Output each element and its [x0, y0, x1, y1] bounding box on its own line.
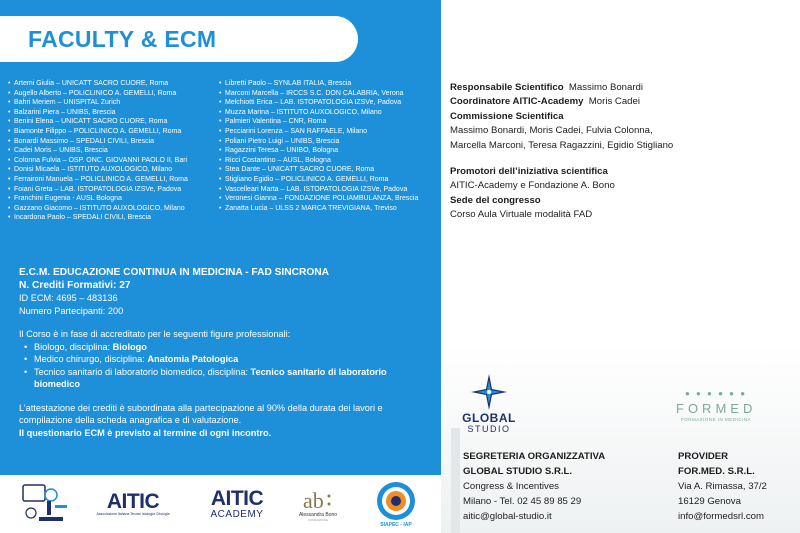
- promoters: AITIC-Academy e Fondazione A. Bono: [450, 180, 615, 192]
- profession-discipline: Tecnico sanitario di laboratorio biomedico: [34, 366, 387, 389]
- faculty-member: • Biamonte Filippo – POLICLINICO A. GEMELLI, Roma: [8, 127, 188, 137]
- profession-prefix: Biologo, disciplina:: [34, 341, 113, 352]
- profession-item: [19, 353, 429, 366]
- faculty-member: • Ricci Costantino – AUSL, Bologna: [219, 156, 418, 166]
- faculty-member: • Augello Alberto – POLICLINICO A. GEMELLI, Roma: [8, 89, 188, 99]
- global-studio-word1: GLOBAL: [462, 411, 516, 425]
- profession-item: [19, 341, 429, 354]
- ecm-credits: N. Crediti Formativi: 27: [19, 280, 131, 291]
- siapec-logo: [368, 475, 424, 533]
- aitic-academy-wordmark: AITIC: [210, 486, 264, 510]
- faculty-member: • Foiani Greta – LAB. ISTOPATOLOGIA IZSVe, Padova: [8, 185, 188, 195]
- faculty-member: • Pecciarini Lorenza – SAN RAFFAELE, Milano: [219, 127, 418, 137]
- secretariat-line2: Milano - Tel. 02 45 89 85 29: [463, 496, 582, 507]
- svg-text:ab: ab: [303, 488, 324, 512]
- siapec-emblem-icon: [375, 480, 417, 522]
- siapec-label: SIAPEC - IAP: [380, 522, 412, 528]
- aitic-academy-word: ACADEMY: [210, 508, 264, 520]
- faculty-member: • Zanatta Lucia – ULSS 2 MARCA TREVIGIANA, Treviso: [219, 204, 418, 214]
- secretariat-label: SEGRETERIA ORGANIZZATIVA: [463, 451, 606, 462]
- formed-sub: FORMAZIONE IN MEDICINA: [680, 417, 751, 422]
- faculty-member: • Colonna Fulvia – OSP. ONC. GIOVANNI PAOLO II, Bari: [8, 156, 188, 166]
- faculty-member: • Ferraironi Manuela – POLICLINICO A. GEMELLI, Roma: [8, 175, 188, 185]
- ecm-heading: E.C.M. EDUCAZIONE CONTINUA IN MEDICINA - FAD SINCRONA: [19, 267, 329, 278]
- provider-email[interactable]: info@formedsrl.com: [678, 511, 764, 522]
- faculty-member: • Incardona Paolo – SPEDALI CIVILI, Brescia: [8, 213, 188, 223]
- faculty-list-col2: [219, 79, 418, 213]
- bono-mark-icon: [301, 486, 335, 512]
- faculty-member: • Stea Dante – UNICATT SACRO CUORE, Roma: [219, 165, 418, 175]
- faculty-member: • Balzarini Piera – UNIBS, Brescia: [8, 108, 188, 118]
- aitic-logo: [90, 475, 176, 533]
- profession-discipline: Anatomia Patologica: [147, 354, 239, 364]
- faculty-member: • Vascelleari Marta – LAB. ISTOPATOLOGIA IZSVe, Padova: [219, 185, 418, 195]
- faculty-member: • Palmieri Valentina – CNR, Roma: [219, 117, 418, 127]
- faculty-member: • Stigliano Egidio – POLICLINICO A. GEMELLI, Roma: [219, 175, 418, 185]
- ecm-intro: Il Corso è in fase di accreditato per le seguenti figure professionali:: [19, 329, 291, 339]
- faculty-title: FACULTY & ECM: [28, 26, 217, 52]
- coordinator-row: [450, 95, 673, 109]
- compass-star-icon: [469, 372, 509, 412]
- formed-dots-icon: ● ● ● ● ● ●: [684, 389, 748, 398]
- faculty-member: • Veronesi Gianna – FONDAZIONE POLIAMBULANZA, Brescia: [219, 194, 418, 204]
- faculty-member: • Artemi Giulia – UNICATT SACRO CUORE, Roma: [8, 79, 188, 89]
- bono-name: Alessandra Bono: [298, 512, 338, 518]
- faculty-member: • Cadei Moris – UNIBS, Brescia: [8, 146, 188, 156]
- profession-prefix: Medico chirurgo, disciplina:: [34, 354, 148, 364]
- secretariat-email[interactable]: aitic@global-studio.it: [463, 511, 552, 522]
- coordinator-label: Coordinatore AITIC-Academy: [450, 96, 584, 108]
- commission-label: Commissione Scientifica: [450, 110, 564, 122]
- scientific-info: [450, 81, 673, 223]
- responsible-row: [450, 81, 673, 95]
- profession-item: [19, 366, 429, 391]
- formed-word: FORMED: [676, 401, 757, 416]
- bono-sub: FONDAZIONE: [308, 518, 328, 522]
- faculty-member: • Gazzano Giacomo – ISTITUTO AUXOLOGICO, Milano: [8, 204, 188, 214]
- profession-prefix: Tecnico sanitario di laboratorio biomedico, disciplina:: [34, 366, 251, 377]
- commission-line2: Marcella Marconi, Teresa Ragazzini, Egidio Stigliano: [450, 139, 674, 151]
- faculty-member: • Bonardi Massimo – SPEDALI CIVILI, Brescia: [8, 137, 188, 147]
- commission-line1: Massimo Bonardi, Moris Cadei, Fulvia Colonna,: [450, 125, 653, 137]
- ecm-attestation: L’attestazione dei crediti è subordinata alla partecipazione al 90% della durata dei lavori e compilazione della scheda anagrafica e di valutazione.: [19, 402, 383, 425]
- venue: Corso Aula Virtuale modalità FAD: [450, 209, 593, 221]
- ecm-participants: Numero Partecipanti: 200: [19, 305, 124, 316]
- global-studio-word2: STUDIO: [467, 424, 511, 434]
- promoters-label: Promotori dell’iniziativa scientifica: [450, 166, 608, 178]
- faculty-member: • Benini Elena – UNICATT SACRO CUORE, Roma: [8, 117, 188, 127]
- provider-line1: Via A. Rimassa, 37/2: [678, 481, 767, 492]
- bono-foundation-logo: [290, 475, 346, 533]
- faculty-list-col1: [8, 79, 188, 223]
- microscope-icon: [21, 481, 71, 527]
- profession-discipline: Biologo: [112, 341, 147, 352]
- secretariat-line1: Congress & Incentives: [463, 481, 559, 492]
- responsible-label: Responsabile Scientifico: [450, 82, 564, 93]
- responsible-name: Massimo Bonardi: [568, 82, 644, 93]
- profession-list: [19, 341, 429, 391]
- faculty-member: • Libretti Paolo – SYNLAB ITALIA, Brescia: [219, 79, 418, 89]
- faculty-member: • Ragazzini Teresa – UNIBO, Bologna: [219, 146, 418, 156]
- ecm-questionnaire: Il questionario ECM è previsto al termine di ogni incontro.: [19, 427, 272, 438]
- faculty-member: • Franchini Eugenia - AUSL Bologna: [8, 194, 188, 204]
- faculty-member: • Melchiotti Erica – LAB. ISTOPATOLOGIA IZSVe, Padova: [219, 98, 418, 108]
- aitic-subtitle: Associazione Italiana Tecnici Istologia Citologia: [96, 511, 170, 516]
- coordinator-name: Moris Cadei: [588, 96, 640, 108]
- aitic-academy-logo: [198, 475, 276, 533]
- secretariat-company: GLOBAL STUDIO S.R.L.: [463, 466, 573, 477]
- faculty-member: • Muzza Marina – ISTITUTO AUXOLOGICO, Milano: [219, 108, 418, 118]
- aitic-wordmark: AITIC: [106, 489, 160, 513]
- faculty-member: • Bahri Meriem – UNISPITAL Zurich: [8, 98, 188, 108]
- secretariat-block: [463, 449, 605, 524]
- microscope-logo: [18, 475, 74, 533]
- provider-block: [678, 449, 767, 524]
- venue-label: Sede del congresso: [450, 194, 541, 206]
- faculty-member: • Donisi Micaela – ISTITUTO AUXOLOGICO, Milano: [8, 165, 188, 175]
- ecm-block: [19, 266, 429, 439]
- global-studio-logo: [455, 370, 523, 440]
- ecm-id: ID ECM: 4695 – 483136: [19, 293, 118, 303]
- formed-logo: [676, 390, 756, 434]
- provider-company: FOR.MED. S.R.L.: [678, 466, 755, 477]
- partner-logos-strip: [0, 475, 441, 533]
- faculty-member: • Poliani Pietro Luigi – UNIBS, Brescia: [219, 137, 418, 147]
- provider-line2: 16129 Genova: [678, 496, 741, 507]
- provider-label: PROVIDER: [678, 451, 729, 462]
- faculty-member: • Marconi Marcella – IRCCS S.C. DON CALABRIA, Verona: [219, 89, 418, 99]
